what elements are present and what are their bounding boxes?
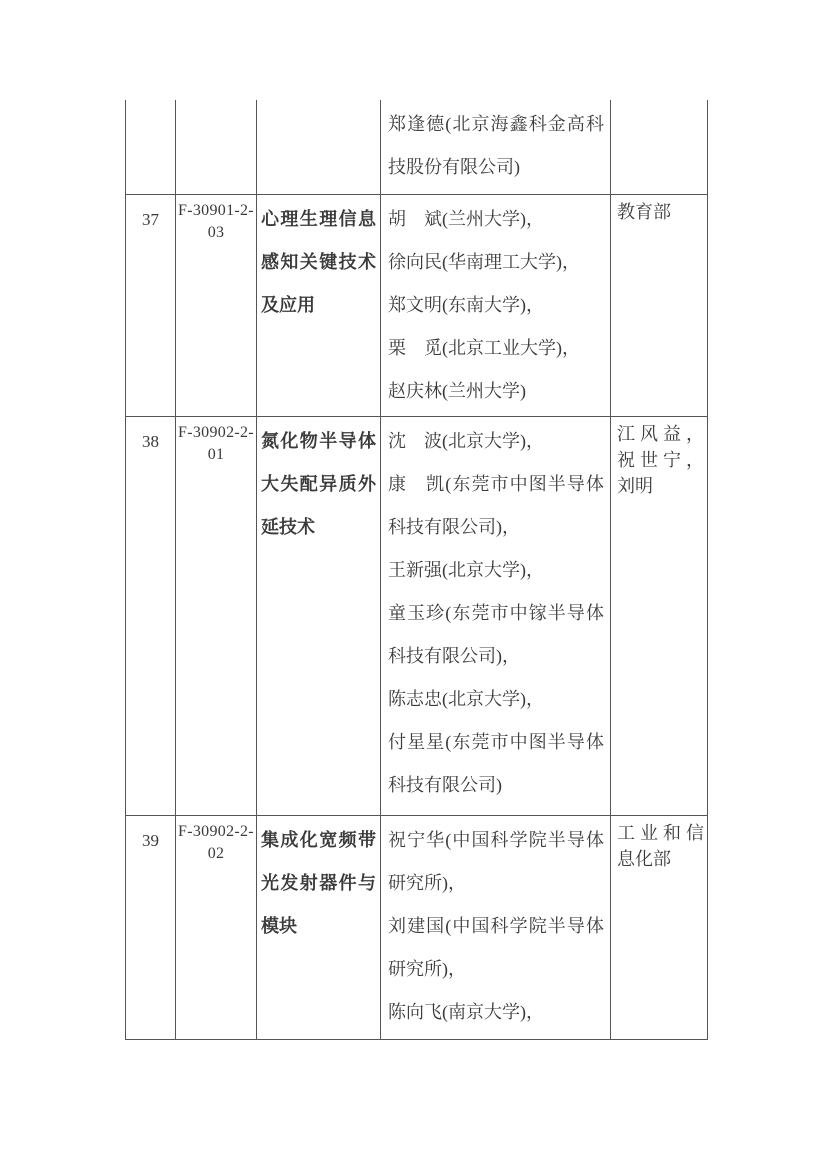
project-members-cell xyxy=(381,417,610,815)
member-entry: 祝宁华(中国科学院半导体研究所)， xyxy=(388,830,604,893)
nominator-cell: 江风益，祝世宁，刘明 xyxy=(617,424,704,496)
member-entry: 陈向飞(南京大学)， xyxy=(388,1002,544,1022)
project-members-cell xyxy=(381,816,610,1039)
table-row xyxy=(126,195,708,417)
member-entry: 徐向民(华南理工大学)， xyxy=(388,252,580,272)
project-title-cell: 集成化宽频带光发射器件与模块 xyxy=(261,830,376,936)
project-code-cell xyxy=(176,100,256,194)
project-title-cell: 氮化物半导体大失配异质外延技术 xyxy=(261,431,376,537)
member-entry: 陈志忠(北京大学)， xyxy=(388,689,544,709)
project-code-cell: F-30902-2-01 xyxy=(178,424,254,463)
row-number-cell: 39 xyxy=(142,831,159,850)
member-entry: 康 凯(东莞市中图半导体科技有限公司)， xyxy=(388,474,604,537)
member-entry: 沈 波(北京大学)， xyxy=(388,431,544,451)
nominator-cell: 教育部 xyxy=(617,202,671,222)
member-entry: 胡 斌(兰州大学)， xyxy=(388,209,544,229)
awards-table xyxy=(125,100,708,1040)
member-entry: 郑文明(东南大学)， xyxy=(388,295,544,315)
member-entry: 栗 觅(北京工业大学)， xyxy=(388,338,580,358)
member-entry: 童玉珍(东莞市中镓半导体科技有限公司)， xyxy=(388,603,604,666)
member-entry: 郑逢德(北京海鑫科金高科技股份有限公司) xyxy=(388,114,604,177)
table-row xyxy=(126,417,708,816)
table-row xyxy=(126,816,708,1040)
project-members-cell xyxy=(381,195,610,416)
table-row xyxy=(126,100,708,195)
project-code-cell: F-30901-2-03 xyxy=(178,202,254,241)
nominator-cell: 工业和信息化部 xyxy=(617,823,704,869)
project-members-cell xyxy=(381,100,610,194)
member-entry: 付星星(东莞市中图半导体科技有限公司) xyxy=(388,732,604,795)
member-entry: 王新强(北京大学)， xyxy=(388,560,544,580)
row-number-cell: 37 xyxy=(142,210,159,229)
project-code-cell: F-30902-2-02 xyxy=(178,823,254,862)
member-entry: 刘建国(中国科学院半导体研究所)， xyxy=(388,916,604,979)
member-entry: 赵庆林(兰州大学) xyxy=(388,381,526,401)
nominator-cell xyxy=(611,100,707,194)
project-title-cell: 心理生理信息感知关键技术及应用 xyxy=(261,209,376,315)
awards-table-body xyxy=(126,100,708,1040)
row-number-cell: 38 xyxy=(142,432,159,451)
project-title-cell xyxy=(257,100,380,194)
row-number-cell xyxy=(126,100,175,194)
